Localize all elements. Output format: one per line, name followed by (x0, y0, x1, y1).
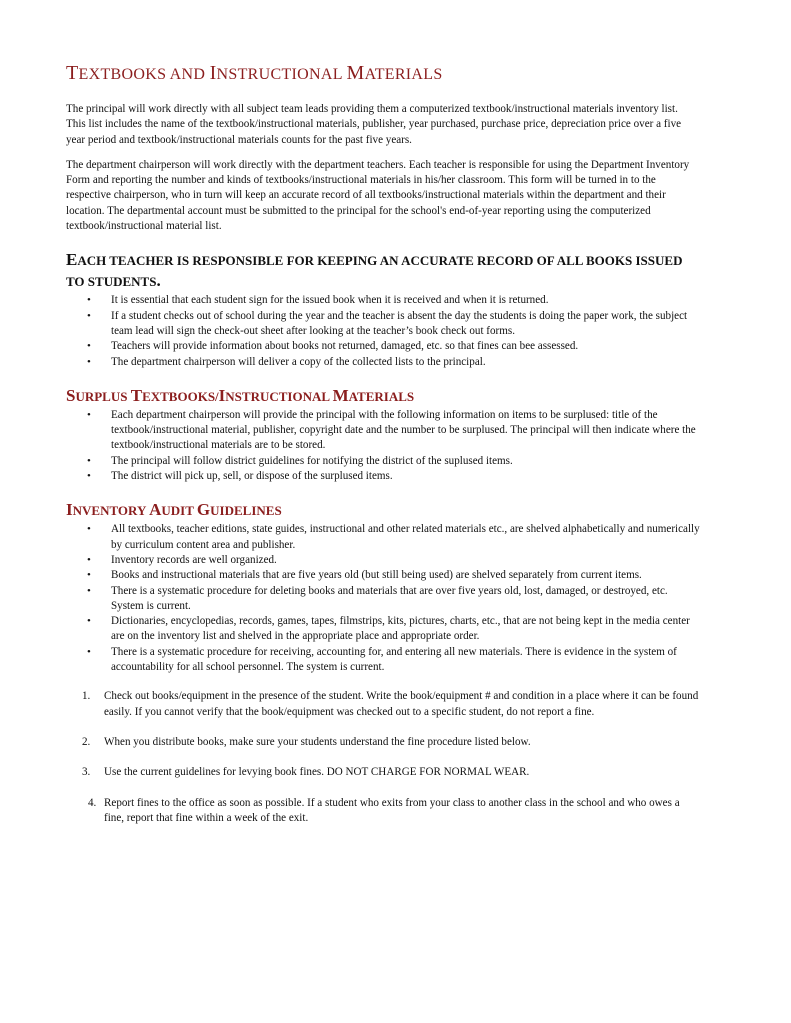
item-number: 3. (82, 766, 91, 779)
section-heading-inventory-audit (66, 500, 700, 521)
title-part-2: NSTRUCTIONAL (216, 66, 347, 83)
title-part-1: EXTBOOKS AND (78, 66, 210, 83)
intro-paragraph: The principal will work directly with all subject team leads providing them a computerized textbook/instructional materials inventory list. This list includes the name of the textbook/instructional materials, publisher, year purchased, purchase price, depreciation price over a five year period and textbook/instructional materials counts for the past five years. (66, 103, 682, 146)
item-number: 2. (82, 735, 91, 748)
list-item: • There is a systematic procedure for receiving, accounting for, and entering all new materials. There is evidence in the system of accountability for all school personnel. The system is current. (66, 645, 700, 676)
item-text: Report fines to the office as soon as possible. If a student who exits from your class to another class in the school and who owes a fine, report that fine within a week of the exit. (104, 796, 680, 824)
list-item: • If a student checks out of school during the year and the teacher is absent the day the students is doing the paper work, the subject team lead will sign the check-out sheet after looking at the teacher’s book check out forms. (66, 309, 700, 340)
list-item: • It is essential that each student sign for the issued book when it is received and when it is returned. (66, 293, 700, 308)
heading-cap: G (196, 500, 211, 520)
list-item: • Books and instructional materials that are five years old (but still being used) are shelved separately from current items. (66, 568, 700, 583)
inventory-audit-list (66, 522, 700, 675)
heading-cap: S (66, 385, 76, 405)
list-item: • There is a systematic procedure for deleting books and materials that are over five years old, lost, damaged, or destroyed, etc. System is current. (66, 584, 700, 615)
heading-cap: T (130, 385, 143, 405)
heading-cap: A (149, 500, 162, 520)
teacher-records-list (66, 293, 700, 369)
heading-text: UIDELINES (210, 503, 282, 519)
list-item: • Each department chairperson will provide the principal with the following information on items to be surplused: title of the textbook/instructional material, publisher, copyright date and the number to be surplused. The principal will then indicate where the textbook/instructional materials are to be stored. (66, 408, 700, 454)
numbered-item (66, 765, 700, 780)
title-cap-2: I (209, 62, 217, 84)
procedure-list (66, 689, 700, 826)
heading-text: NVENTORY (72, 503, 150, 519)
document-page (66, 62, 700, 841)
numbered-item (66, 796, 700, 827)
list-item: • Dictionaries, encyclopedias, records, games, tapes, filmstrips, kits, pictures, charts, etc., that are not being kept in the media center are on the inventory list and shelved in the appropriate place and appropriate order. (66, 614, 700, 645)
list-item: • The district will pick up, sell, or dispose of the surplused items. (66, 469, 700, 484)
heading-text: NSTRUCTIONAL (225, 388, 333, 404)
title-part-3: ATERIALS (364, 66, 443, 83)
surplus-list (66, 408, 700, 484)
heading-cap: E (66, 250, 78, 270)
numbered-item (66, 689, 700, 720)
item-text: Use the current guidelines for levying book fines. DO NOT CHARGE FOR NORMAL WEAR. (104, 766, 530, 779)
heading-text: UDIT (161, 503, 197, 519)
heading-cap: M (332, 385, 349, 405)
section-heading-surplus (66, 386, 700, 407)
intro-paragraph: The department chairperson will work directly with the department teachers. Each teacher is responsible for using the Department Inventory Form and reporting the number and kinds of textbooks/instructional materials in his/her classroom. This form will be turned in to the respective chairperson, who in turn will keep an accurate record of all textbooks/instructional materials within the department and their location. The departmental account must be submitted to the principal for the school's end-of-year reporting using the computerized textbook/instructional material list. (66, 158, 690, 233)
item-text: Check out books/equipment in the presence of the student. Write the book/equipment # and condition in a place where it can be found easily. If you cannot verify that the book/equipment was checked out to a specific student, do not report a fine. (104, 690, 699, 718)
heading-cap: I (66, 500, 73, 520)
heading-text: ATERIALS (348, 388, 415, 404)
item-number: 4. (88, 796, 97, 809)
item-number: 1. (82, 690, 91, 703)
section-heading-teacher-records (66, 250, 700, 292)
heading-cap: I (218, 385, 226, 405)
heading-text: EXTBOOKS/ (142, 388, 219, 404)
numbered-item (66, 735, 700, 750)
heading-period: . (156, 271, 161, 291)
item-text: When you distribute books, make sure your students understand the fine procedure listed below. (104, 735, 531, 748)
list-item: • All textbooks, teacher editions, state guides, instructional and other related materials etc., are shelved alphabetically and numerically by curriculum content area and publisher. (66, 522, 700, 553)
list-item: • The principal will follow district guidelines for notifying the district of the suplused items. (66, 454, 700, 469)
title-cap-1: T (66, 62, 79, 84)
heading-text: ACH TEACHER IS RESPONSIBLE FOR KEEPING AN ACCURATE RECORD OF ALL BOOKS ISSUED TO STUDENTS (66, 253, 683, 290)
list-item: • Teachers will provide information about books not returned, damaged, etc. so that fines can bee assessed. (66, 339, 700, 354)
heading-text: URPLUS (75, 388, 131, 404)
list-item: • The department chairperson will deliver a copy of the collected lists to the principal. (66, 355, 700, 370)
page-title (66, 62, 700, 85)
list-item: • Inventory records are well organized. (66, 553, 700, 568)
title-cap-3: M (346, 62, 365, 84)
